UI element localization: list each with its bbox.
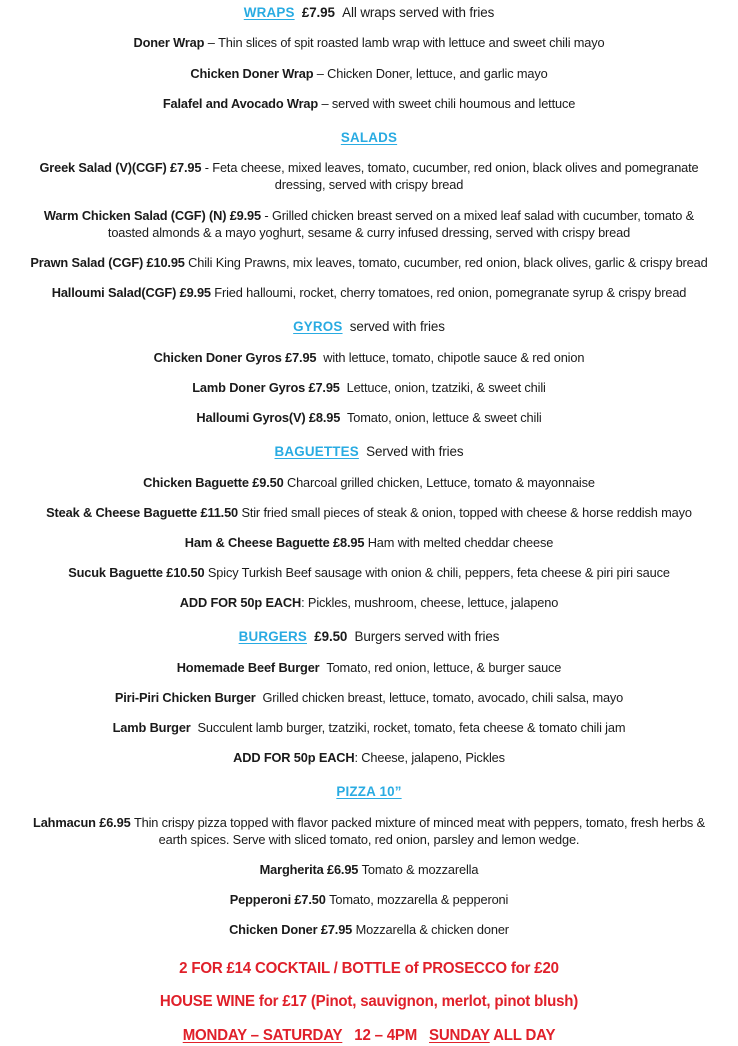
menu-item-name: Lamb Doner Gyros £7.95 <box>192 379 340 395</box>
menu-item-description: : Pickles, mushroom, cheese, lettuce, jalapeno <box>301 595 559 611</box>
item-spacer <box>12 908 726 921</box>
menu-item-name: Lamb Burger <box>112 720 191 736</box>
section-heading-note: Served with fries <box>366 444 464 460</box>
menu-item <box>23 594 716 611</box>
menu-item: Greek Salad (V)(CGF) £7.95 - Feta cheese, mixed leaves, tomato, cucumber, red onion, black olives and pomegranate dressing, served with crispy bread <box>39 160 699 193</box>
menu-item <box>23 409 716 426</box>
item-spacer <box>12 581 726 594</box>
menu-item-description: Tomato, red onion, lettuce, & burger sauce <box>326 659 562 675</box>
menu-item-name: ADD FOR 50p EACH <box>179 595 302 611</box>
section-heading-salads <box>12 129 726 146</box>
menu-item-description: Chicken Doner, lettuce, and garlic mayo <box>327 65 548 81</box>
menu-item <box>23 284 716 301</box>
section-heading-gyros <box>12 318 726 335</box>
section-heading-note: Burgers served with fries <box>354 629 500 645</box>
menu-promos <box>12 939 726 1046</box>
menu-item: Falafel and Avocado Wrap – served with sweet chili houmous and lettuce <box>162 95 576 111</box>
opening-hours-promo-part: SUNDAY <box>429 1026 490 1044</box>
menu-item-name: Halloumi Gyros(V) £8.95 <box>196 409 341 425</box>
section-spacer <box>12 112 726 129</box>
section-heading-note: served with fries <box>349 319 445 335</box>
menu-item <box>23 349 716 366</box>
promo-spacer <box>12 939 726 959</box>
heading-spacer <box>12 336 726 349</box>
menu-item-name: Chicken Doner Wrap <box>190 65 314 81</box>
menu-item-description: Succulent lamb burger, tzatziki, rocket, tomato, feta cheese & tomato chili jam <box>197 720 626 736</box>
house-wine-promo-part: (Pinot, sauvignon, merlot, pinot blush) <box>310 993 579 1011</box>
menu-item <box>23 861 716 878</box>
heading-spacer <box>12 646 726 659</box>
item-spacer <box>12 491 726 504</box>
item-spacer <box>12 736 726 749</box>
opening-hours-promo-part: MONDAY – SATURDAY <box>182 1026 343 1044</box>
house-wine-promo-part: HOUSE WINE for £17 <box>159 993 311 1011</box>
section-heading-label: SALADS <box>340 129 398 145</box>
menu-item-description: Fried halloumi, rocket, cherry tomatoes, red onion, pomegranate syrup & crispy bread <box>214 285 687 301</box>
menu-item-name: Halloumi Salad(CGF) £9.95 <box>51 285 211 301</box>
menu-item-description: : Cheese, jalapeno, Pickles <box>354 750 505 766</box>
item-spacer <box>12 521 726 534</box>
item-spacer <box>12 194 726 207</box>
menu-item <box>23 504 716 521</box>
cocktail-promo-part: 2 FOR £14 COCKTAIL / BOTTLE of PROSECCO for £20 <box>179 959 559 977</box>
heading-spacer <box>12 146 726 159</box>
menu-item: Warm Chicken Salad (CGF) (N) £9.95 - Grilled chicken breast served on a mixed leaf salad with cucumber, tomato & toasted almonds & a mayo yoghurt, sesame & curry infused dressing, served with crispy bread <box>43 207 695 240</box>
menu-item-name: Warm Chicken Salad (CGF) (N) £9.95 <box>43 207 262 223</box>
menu-item-description: Tomato & mozzarella <box>361 862 479 878</box>
menu-item <box>23 564 716 581</box>
menu-item-description: Stir fried small pieces of steak & onion, topped with cheese & horse reddish mayo <box>241 504 692 520</box>
menu-item-name: Steak & Cheese Baguette £11.50 <box>46 504 239 520</box>
item-spacer <box>12 848 726 861</box>
section-heading-label: BURGERS <box>238 629 307 645</box>
menu-item-name: Falafel and Avocado Wrap <box>162 95 319 111</box>
menu-item <box>23 659 716 676</box>
menu-item-description: served with sweet chili houmous and lettuce <box>331 95 576 111</box>
menu-item-description: Lettuce, onion, tzatziki, & sweet chili <box>346 379 546 395</box>
section-heading-baguettes <box>12 443 726 460</box>
section-heading-pizza <box>12 783 726 800</box>
menu-item-description: Grilled chicken breast, lettuce, tomato, avocado, chili salsa, mayo <box>262 689 624 705</box>
section-heading-label: BAGUETTES <box>274 444 359 460</box>
section-heading-price: £9.50 <box>314 629 348 645</box>
section-heading-label: GYROS <box>293 319 343 335</box>
menu-item-name: Homemade Beef Burger <box>176 659 320 675</box>
menu-item-name: Chicken Baguette £9.50 <box>143 474 284 490</box>
item-spacer <box>12 366 726 379</box>
menu-item-description: Tomato, mozzarella & pepperoni <box>329 892 509 908</box>
menu-item-description: Thin crispy pizza topped with flavor packed mixture of minced meat with peppers, tomato, fresh herbs & earth spices. Serve with sliced tomato, red onion, parsley and lemon wedge. <box>133 814 705 847</box>
opening-hours-promo <box>23 1026 716 1046</box>
menu-item <box>23 474 716 491</box>
section-spacer <box>12 301 726 318</box>
menu-item <box>23 689 716 706</box>
menu-item <box>23 749 716 766</box>
item-spacer <box>12 551 726 564</box>
section-heading-label: PIZZA 10” <box>336 784 402 800</box>
menu-item-description: Grilled chicken breast served on a mixed leaf salad with cucumber, tomato & toasted almonds & a mayo yoghurt, sesame & curry infused dressing, served with crispy bread <box>107 207 695 240</box>
section-heading-note: All wraps served with fries <box>342 5 495 20</box>
menu-item-name: Lahmacun £6.95 <box>33 814 131 830</box>
menu-item-description: Thin slices of spit roasted lamb wrap with lettuce and sweet chili mayo <box>218 35 605 51</box>
heading-spacer <box>12 461 726 474</box>
section-spacer <box>12 611 726 628</box>
item-spacer <box>12 676 726 689</box>
item-spacer <box>12 706 726 719</box>
menu-item-description: Charcoal grilled chicken, Lettuce, tomato & mayonnaise <box>286 474 595 490</box>
menu-item-name: Margherita £6.95 <box>259 862 359 878</box>
item-spacer <box>12 82 726 95</box>
section-heading-wraps <box>12 4 726 21</box>
menu-item <box>23 534 716 551</box>
opening-hours-promo-part: ALL DAY <box>489 1026 556 1044</box>
heading-spacer <box>12 21 726 34</box>
menu-item-description: Mozzarella & chicken doner <box>355 922 509 938</box>
menu-item-name: ADD FOR 50p EACH <box>233 750 355 766</box>
section-heading-burgers <box>12 628 726 645</box>
menu-item-description: Tomato, onion, lettuce & sweet chili <box>347 409 542 425</box>
menu-item-description: with lettuce, tomato, chipotle sauce & red onion <box>323 349 585 365</box>
section-heading-label: WRAPS <box>243 5 295 20</box>
menu-item-description: Chili King Prawns, mix leaves, tomato, cucumber, red onion, black olives, garlic & crispy bread <box>188 254 708 270</box>
promo-line-spacer <box>12 979 726 992</box>
menu-item-name: Sucuk Baguette £10.50 <box>68 565 205 581</box>
menu-item-description: Feta cheese, mixed leaves, tomato, cucumber, red onion, black olives and pomegranate dressing, served with crispy bread <box>212 160 699 193</box>
menu-item <box>23 891 716 908</box>
item-spacer <box>12 396 726 409</box>
menu-item <box>23 379 716 396</box>
menu-item <box>23 719 716 736</box>
menu-item <box>23 921 716 938</box>
house-wine-promo <box>23 992 716 1012</box>
menu-item-name: Prawn Salad (CGF) £10.95 <box>30 254 185 270</box>
menu-item <box>23 814 716 848</box>
menu-item-name: Doner Wrap <box>133 35 205 51</box>
menu-item-name: Chicken Doner Gyros £7.95 <box>153 349 317 365</box>
menu-item-name: Piri-Piri Chicken Burger <box>114 689 256 705</box>
item-spacer <box>12 271 726 284</box>
menu-item-description: Ham with melted cheddar cheese <box>367 534 554 550</box>
menu-item-name: Chicken Doner £7.95 <box>229 922 353 938</box>
item-spacer <box>12 52 726 65</box>
menu-item <box>23 254 716 271</box>
opening-hours-promo-part: 12 – 4PM <box>342 1026 430 1044</box>
menu-item-name: Pepperoni £7.50 <box>229 892 326 908</box>
menu-item: Chicken Doner Wrap – Chicken Doner, lettuce, and garlic mayo <box>190 65 548 81</box>
item-spacer <box>12 878 726 891</box>
heading-spacer <box>12 801 726 814</box>
menu-item-description: Spicy Turkish Beef sausage with onion & chili, peppers, feta cheese & piri piri sauce <box>207 565 670 581</box>
item-spacer <box>12 241 726 254</box>
menu-item: Doner Wrap – Thin slices of spit roasted lamb wrap with lettuce and sweet chili mayo <box>133 35 605 51</box>
section-spacer <box>12 426 726 443</box>
section-heading-price: £7.95 <box>301 5 335 20</box>
menu-sections <box>12 4 726 939</box>
cocktail-promo <box>23 959 716 979</box>
menu-item-name: Greek Salad (V)(CGF) £7.95 <box>39 160 202 176</box>
menu-item-name: Ham & Cheese Baguette £8.95 <box>184 534 365 550</box>
section-spacer <box>12 766 726 783</box>
